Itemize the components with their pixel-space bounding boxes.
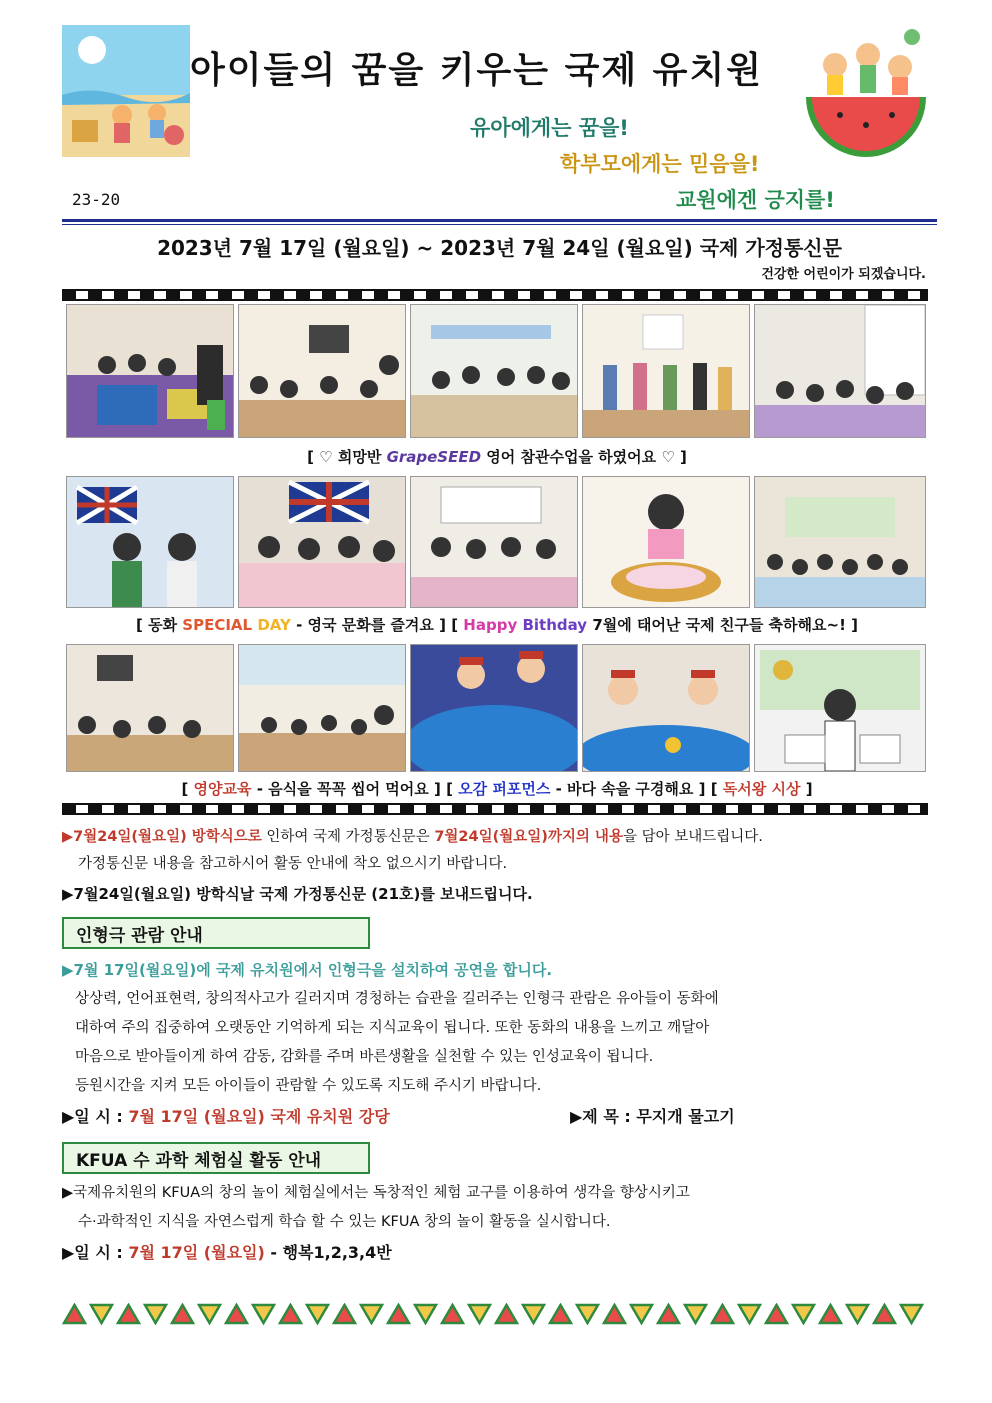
photo-grapeseed-2 xyxy=(238,304,406,438)
watermelon-slice-icon xyxy=(683,1303,708,1325)
grapeseed-logo: GrapeSEED xyxy=(386,448,482,466)
watermelon-slice-icon xyxy=(413,1303,438,1325)
photo-uk-day-1 xyxy=(66,476,234,608)
notice-closing-ceremony: ▶7월24일(월요일) 방학식으로 xyxy=(62,829,262,845)
caption-row3 xyxy=(62,778,932,799)
watermelon-slice-icon xyxy=(656,1303,681,1325)
photo-nutrition-1 xyxy=(66,644,234,772)
watermelon-slice-icon xyxy=(548,1303,573,1325)
notice-text-2: 을 담아 보내드립니다. xyxy=(622,829,763,845)
puppet-date-value: 7월 17일 (월요일) 국제 유치원 강당 xyxy=(128,1107,390,1126)
caption-row2 xyxy=(62,614,932,635)
caption-award-open: [ xyxy=(710,780,718,798)
caption-nutrition-key: 영양교육 xyxy=(193,780,252,798)
watermelon-slice-icon xyxy=(224,1303,249,1325)
slogan-children: 유아에게는 꿈을! xyxy=(470,116,629,140)
film-strip-top xyxy=(62,289,928,301)
watermelon-slice-icon xyxy=(305,1303,330,1325)
watermelon-slice-icon xyxy=(494,1303,519,1325)
puppet-lead: ▶7월 17일(월요일)에 국제 유치원에서 인형극을 설치하여 공연을 합니다. xyxy=(62,961,553,979)
watermelon-slice-icon xyxy=(89,1303,114,1325)
watermelon-slice-icon xyxy=(143,1303,168,1325)
photo-nutrition-2 xyxy=(238,644,406,772)
photo-birthday-2 xyxy=(754,476,926,608)
caption-uk-open: [ 동화 xyxy=(136,616,178,634)
header-rule-bottom xyxy=(62,224,937,225)
watermelon-slice-icon xyxy=(467,1303,492,1325)
watermelon-border xyxy=(62,1303,932,1325)
puppet-para-2: 대하여 주의 집중하여 오랫동안 기억하게 되는 지식교육이 됩니다. 또한 동화의 내용을 느끼고 깨달아 xyxy=(75,1020,710,1036)
watermelon-slice-icon xyxy=(116,1303,141,1325)
caption-birthday: Bithday xyxy=(522,616,588,634)
kfua-section-heading: KFUA 수 과학 체험실 활동 안내 xyxy=(62,1142,370,1174)
watermelon-slice-icon xyxy=(845,1303,870,1325)
kfua-line-2: 수·과학적인 지식을 자연스럽게 학습 할 수 있는 KFUA 창의 놀이 활동을 실시합니다. xyxy=(78,1214,611,1230)
kfua-line-1: ▶국제유치원의 KFUA의 창의 놀이 체험실에서는 독창적인 체험 교구를 이용하여 생각을 향상시키고 xyxy=(62,1185,690,1201)
watermelon-slice-icon xyxy=(170,1303,195,1325)
kfua-date-row xyxy=(62,1240,392,1265)
watermelon-slice-icon xyxy=(440,1303,465,1325)
puppet-para-4: 등원시간을 지켜 모든 아이들이 관람할 수 있도록 지도해 주시기 바랍니다. xyxy=(75,1078,542,1094)
photo-sea-performance-1 xyxy=(410,644,578,772)
caption-bday-rest: 7월에 태어난 국제 친구들 축하해요~! ] xyxy=(592,616,858,634)
caption-sense-rest: - 바다 속을 구경해요 ] xyxy=(555,780,706,798)
caption-bday-open: [ xyxy=(451,616,459,634)
caption-special: SPECIAL xyxy=(182,616,253,634)
date-headline: 2023년 7월 17일 (월요일) ~ 2023년 7월 24일 (월요일) 국제 가정통신문 xyxy=(157,236,842,260)
caption-award-close: ] xyxy=(805,780,813,798)
photo-grapeseed-5 xyxy=(754,304,926,438)
notice-line-2: 가정통신문 내용을 참고하시어 활동 안내에 착오 없으시기 바랍니다. xyxy=(78,856,508,872)
caption-uk-rest: - 영국 문화를 즐겨요 ] xyxy=(296,616,446,634)
watermelon-slice-icon xyxy=(278,1303,303,1325)
caption-row1-pre: [ ♡ 희망반 xyxy=(307,448,382,466)
slogan-teachers: 교원에겐 긍지를! xyxy=(676,188,835,212)
photo-uk-day-2 xyxy=(238,476,406,608)
watermelon-slice-icon xyxy=(575,1303,600,1325)
watermelon-slice-icon xyxy=(521,1303,546,1325)
watermelon-slice-icon xyxy=(710,1303,735,1325)
puppet-title-row xyxy=(570,1104,735,1129)
photo-grapeseed-3 xyxy=(410,304,578,438)
photo-reading-award xyxy=(754,644,926,772)
caption-sense-open: [ xyxy=(446,780,453,798)
watermelon-slice-icon xyxy=(197,1303,222,1325)
caption-happy: Happy xyxy=(463,616,518,634)
newsletter-title: 아이들의 꿈을 키우는 국제 유치원 xyxy=(190,50,763,91)
watermelon-slice-icon xyxy=(359,1303,384,1325)
puppet-date-row xyxy=(62,1104,390,1129)
caption-sense-key: 오감 퍼포먼스 xyxy=(458,780,551,798)
caption-nutrition-open: [ xyxy=(181,780,189,798)
watermelon-slice-icon xyxy=(251,1303,276,1325)
watermelon-slice-icon xyxy=(62,1303,87,1325)
watermelon-slice-icon xyxy=(764,1303,789,1325)
puppet-title-value: 무지개 물고기 xyxy=(636,1107,735,1126)
photo-sea-performance-2 xyxy=(582,644,750,772)
slogan-parents: 학부모에게는 믿음을! xyxy=(560,152,760,176)
watermelon-slice-icon xyxy=(872,1303,897,1325)
notice-content-range: 7월24일(월요일)까지의 내용 xyxy=(434,829,623,845)
caption-row1-post: 영어 참관수업을 하였어요 ♡ ] xyxy=(486,448,687,466)
photo-grapeseed-4 xyxy=(582,304,750,438)
kfua-date-rest: - 행복1,2,3,4반 xyxy=(270,1243,392,1262)
notice-text-1: 인하여 국제 가정통신문은 xyxy=(261,829,435,845)
header-rule-top xyxy=(62,219,937,222)
puppet-title-label: ▶제 목 : xyxy=(570,1107,631,1126)
kfua-date-label: ▶일 시 : xyxy=(62,1243,123,1262)
watermelon-slice-icon xyxy=(818,1303,843,1325)
photo-birthday-1 xyxy=(582,476,750,608)
beach-illustration xyxy=(62,25,190,157)
watermelon-slice-icon xyxy=(332,1303,357,1325)
caption-award-key: 독서왕 시상 xyxy=(722,780,801,798)
caption-nutrition-rest: - 음식을 꼭꼭 씹어 먹어요 ] xyxy=(256,780,441,798)
motto-subline: 건강한 어린이가 되겠습니다. xyxy=(761,267,926,282)
puppet-para-1: 상상력, 언어표현력, 창의적사고가 길러지며 경청하는 습관을 길러주는 인형극 관람은 유아들이 동화에 xyxy=(75,991,719,1007)
watermelon-slice-icon xyxy=(737,1303,762,1325)
issue-number: 23-20 xyxy=(72,190,121,209)
watermelon-slice-icon xyxy=(602,1303,627,1325)
puppet-date-label: ▶일 시 : xyxy=(62,1107,123,1126)
watermelon-slice-icon xyxy=(386,1303,411,1325)
notice-line-1 xyxy=(62,825,763,850)
puppet-section-heading: 인형극 관람 안내 xyxy=(62,917,370,949)
watermelon-slice-icon xyxy=(791,1303,816,1325)
photo-uk-day-3 xyxy=(410,476,578,608)
watermelon-kids-illustration xyxy=(800,25,932,160)
watermelon-slice-icon xyxy=(899,1303,924,1325)
film-strip-bottom xyxy=(62,803,928,815)
caption-row1 xyxy=(62,446,932,467)
kfua-date-value: 7월 17일 (월요일) xyxy=(128,1243,265,1262)
caption-day: DAY xyxy=(257,616,291,634)
photo-grapeseed-1 xyxy=(66,304,234,438)
notice-line-3: ▶7월24일(월요일) 방학식날 국제 가정통신문 (21호)를 보내드립니다. xyxy=(62,885,533,903)
watermelon-slice-icon xyxy=(629,1303,654,1325)
puppet-para-3: 마음으로 받아들이게 하여 감동, 감화를 주며 바른생활을 실천할 수 있는 인성교육이 됩니다. xyxy=(75,1049,654,1065)
